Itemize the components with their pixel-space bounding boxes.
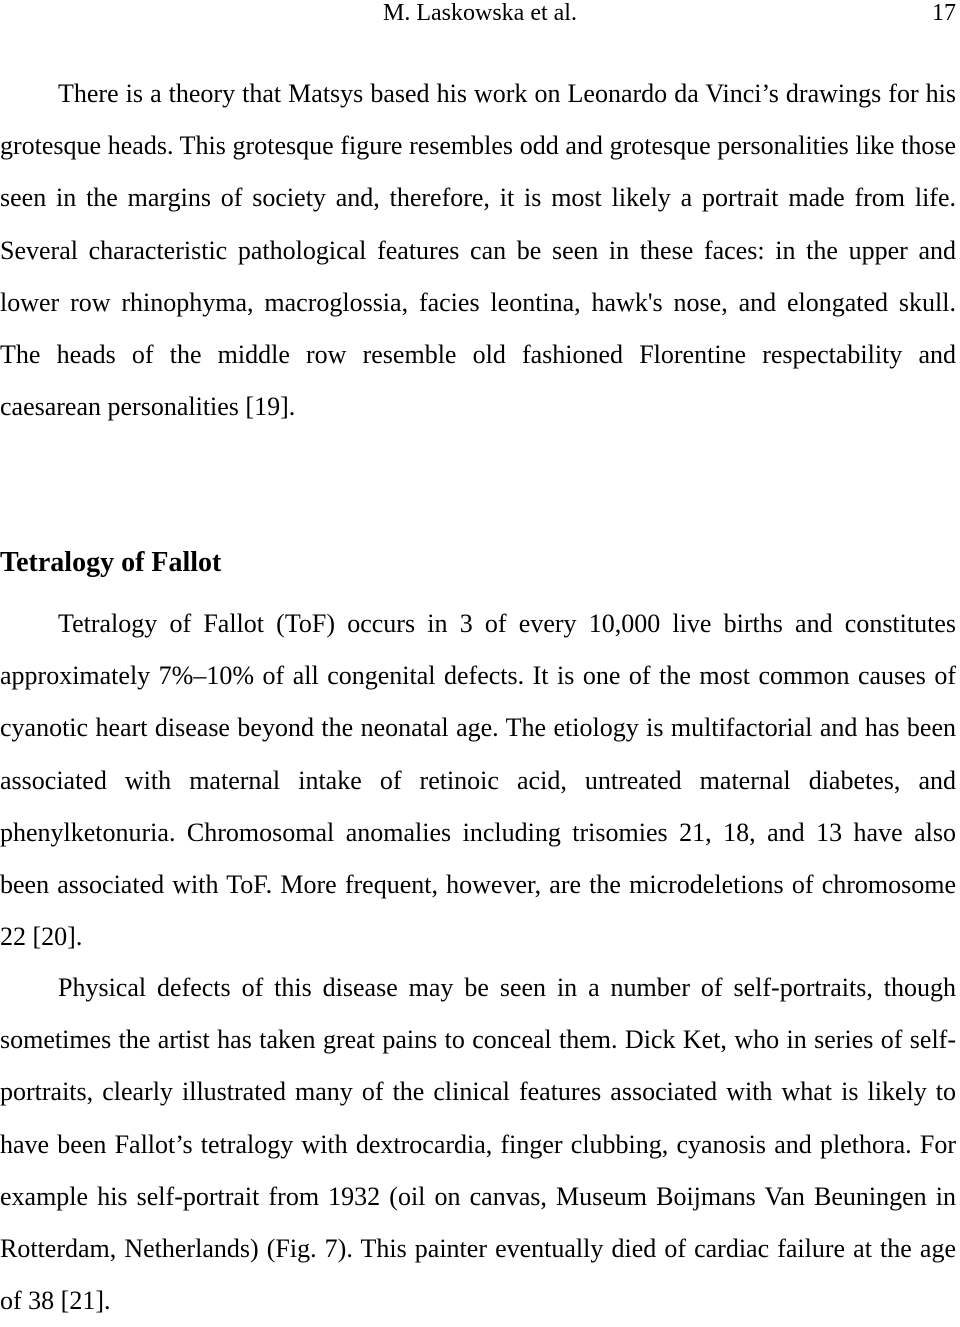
paragraph-self-portraits: Physical defects of this disease may be seen in a number of self-portraits, though sometimes the artist has taken great pains to conceal them. Dick Ket, who in series of self- portraits, clearly illustrated many of the clinical features associated with what is likely to have been Fallot’s tetralogy with dextrocardia, finger clubbing, cyanosis and plethora. For example his self-portrait from 1932 (oil on canvas, Museum Boijmans Van Beuningen in Rotterdam, Netherlands) (Fig. 7). This painter eventually died of cardiac failure at the age of 38 [21]. — [0, 973, 956, 1316]
running-header — [0, 0, 960, 30]
page-number: 17 — [932, 0, 956, 26]
paragraph-matsys: There is a theory that Matsys based his work on Leonardo da Vinci’s drawings for his grotesque heads. This grotesque figure resembles odd and grotesque personalities like those seen in the margins of society and, therefore, it is most likely a portrait made from life. Several characteristic pathological features can be seen in these faces: in the upper and lower row rhinophyma, macroglossia, facies leontina, hawk's nose, and elongated skull. The heads of the middle row resemble old fashioned Florentine respectability and caesarean personalities [19]. — [0, 79, 956, 422]
header-author: M. Laskowska et al. — [383, 0, 577, 26]
paragraph-tof-epidemiology: Tetralogy of Fallot (ToF) occurs in 3 of every 10,000 live births and constitutes approximately 7%–10% of all congenital defects. It is one of the most common causes of cyanotic heart disease beyond the neonatal age. The etiology is multifactorial and has been associated with maternal intake of retinoic acid, untreated maternal diabetes, and phenylketonuria. Chromosomal anomalies including trisomies 21, 18, and 13 have also been associated with ToF. More frequent, however, are the microdeletions of chromosome 22 [20]. — [0, 609, 956, 952]
section-heading-tetralogy: Tetralogy of Fallot — [0, 547, 222, 578]
